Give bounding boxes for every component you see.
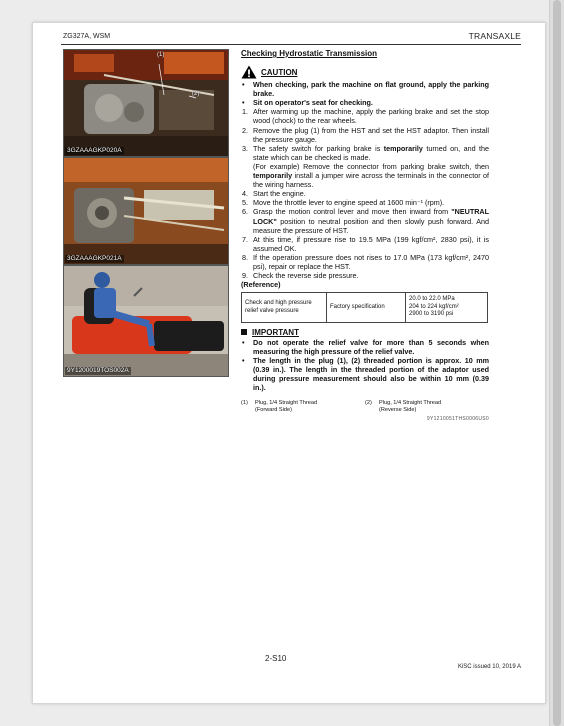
document-code: 9Y1210051THS0006US0 <box>426 416 489 423</box>
step-item: 2. Remove the plug (1) from the HST and set the HST adaptor. Then install the pressure gauge. <box>242 125 489 144</box>
callout-2: (2) <box>192 91 200 97</box>
caution-item: • Sit on operator's seat for checking. <box>242 98 373 108</box>
spec-values: 20.0 to 22.0 MPa 204 to 224 kgf/cm² 2900 to 3190 psi <box>406 293 488 323</box>
photo-hst-adaptor <box>63 157 229 265</box>
section-title: Checking Hydrostatic Transmission <box>241 49 378 58</box>
legend-item: (1) Plug, 1/4 Straight Thread (Forward Side) <box>241 400 318 414</box>
header-rule <box>61 44 521 45</box>
photo-operator-seat <box>63 265 229 377</box>
step-item: 8. If the operation pressure does not rises to 17.0 MPa (173 kgf/cm², 2470 psi), repair or replace the HST. <box>242 252 489 271</box>
photo-hst-plug <box>63 49 229 157</box>
step-item: 7. At this time, if pressure rise to 19.5 MPa (199 kgf/cm², 2830 psi), it is assumed OK. <box>242 234 489 253</box>
important-item: • Do not operate the relief valve for more than 5 seconds when measuring the high pressure of the relief valve. <box>242 337 489 356</box>
issue-info: KiSC issued 10, 2019 A <box>457 664 521 670</box>
caution-item: • When checking, park the machine on flat ground, apply the parking brake. <box>242 80 489 99</box>
important-label: IMPORTANT <box>252 327 299 337</box>
caution-label: CAUTION <box>261 67 298 77</box>
step-item: 4. Start the engine. <box>242 189 306 199</box>
photo-label: 3GZAAAGKP020A <box>67 147 122 154</box>
important-item: • The length in the plug (1), (2) threaded portion is approx. 10 mm (0.39 in.). The length in the threaded portion of the adaptor used during pressure measurement should also be within 10 mm (0.39 in.). <box>242 356 489 393</box>
legend-item: (2) Plug, 1/4 Straight Thread (Reverse Side) <box>365 400 442 414</box>
step-item: 3. The safety switch for parking brake is temporarily turned on, and the state which can be checked is made. <box>242 143 490 162</box>
callout-1: (1) <box>157 52 165 58</box>
document-page <box>32 22 546 704</box>
parts-legend <box>241 400 489 414</box>
photo-label: 3GZAAAGKP021A <box>67 255 122 262</box>
instructions-column <box>241 49 489 425</box>
spec-type: Factory specification <box>327 293 406 323</box>
scrollbar-thumb[interactable] <box>553 0 561 726</box>
square-bullet-icon <box>241 329 247 335</box>
step-item: (For example) Remove the connector from parking brake switch, then temporarily install a jumper wire across the terminals in the connector of the wiring harness. <box>253 161 489 190</box>
caution-heading <box>241 65 489 79</box>
reference-label: (Reference) <box>241 280 281 290</box>
step-item: 9. Check the reverse side pressure. <box>242 271 359 281</box>
spec-item: Check and high pressure relief valve pressure <box>242 293 327 323</box>
warning-triangle-icon <box>241 65 257 79</box>
header-section: TRANSAXLE <box>468 31 521 41</box>
scrollbar-track[interactable] <box>549 0 564 726</box>
step-item: 6. Grasp the motion control lever and move then inward from "NEUTRAL LOCK" position to neutral position and then slowly push forward. And measure the pressure of HST. <box>242 207 489 235</box>
steps-list <box>241 107 489 280</box>
step-item: 1. After warming up the machine, apply the parking brake and set the stop wood (chock) to the rear wheels. <box>242 107 489 126</box>
spec-table <box>241 292 488 323</box>
header-model: ZG327A, WSM <box>63 33 111 40</box>
photo-label: 9Y1200019TOS002A <box>67 367 129 374</box>
important-heading <box>241 328 489 337</box>
step-item: 5. Move the throttle lever to engine speed at 1600 min⁻¹ (rpm). <box>242 198 445 208</box>
page-number: 2-S10 <box>265 654 287 663</box>
